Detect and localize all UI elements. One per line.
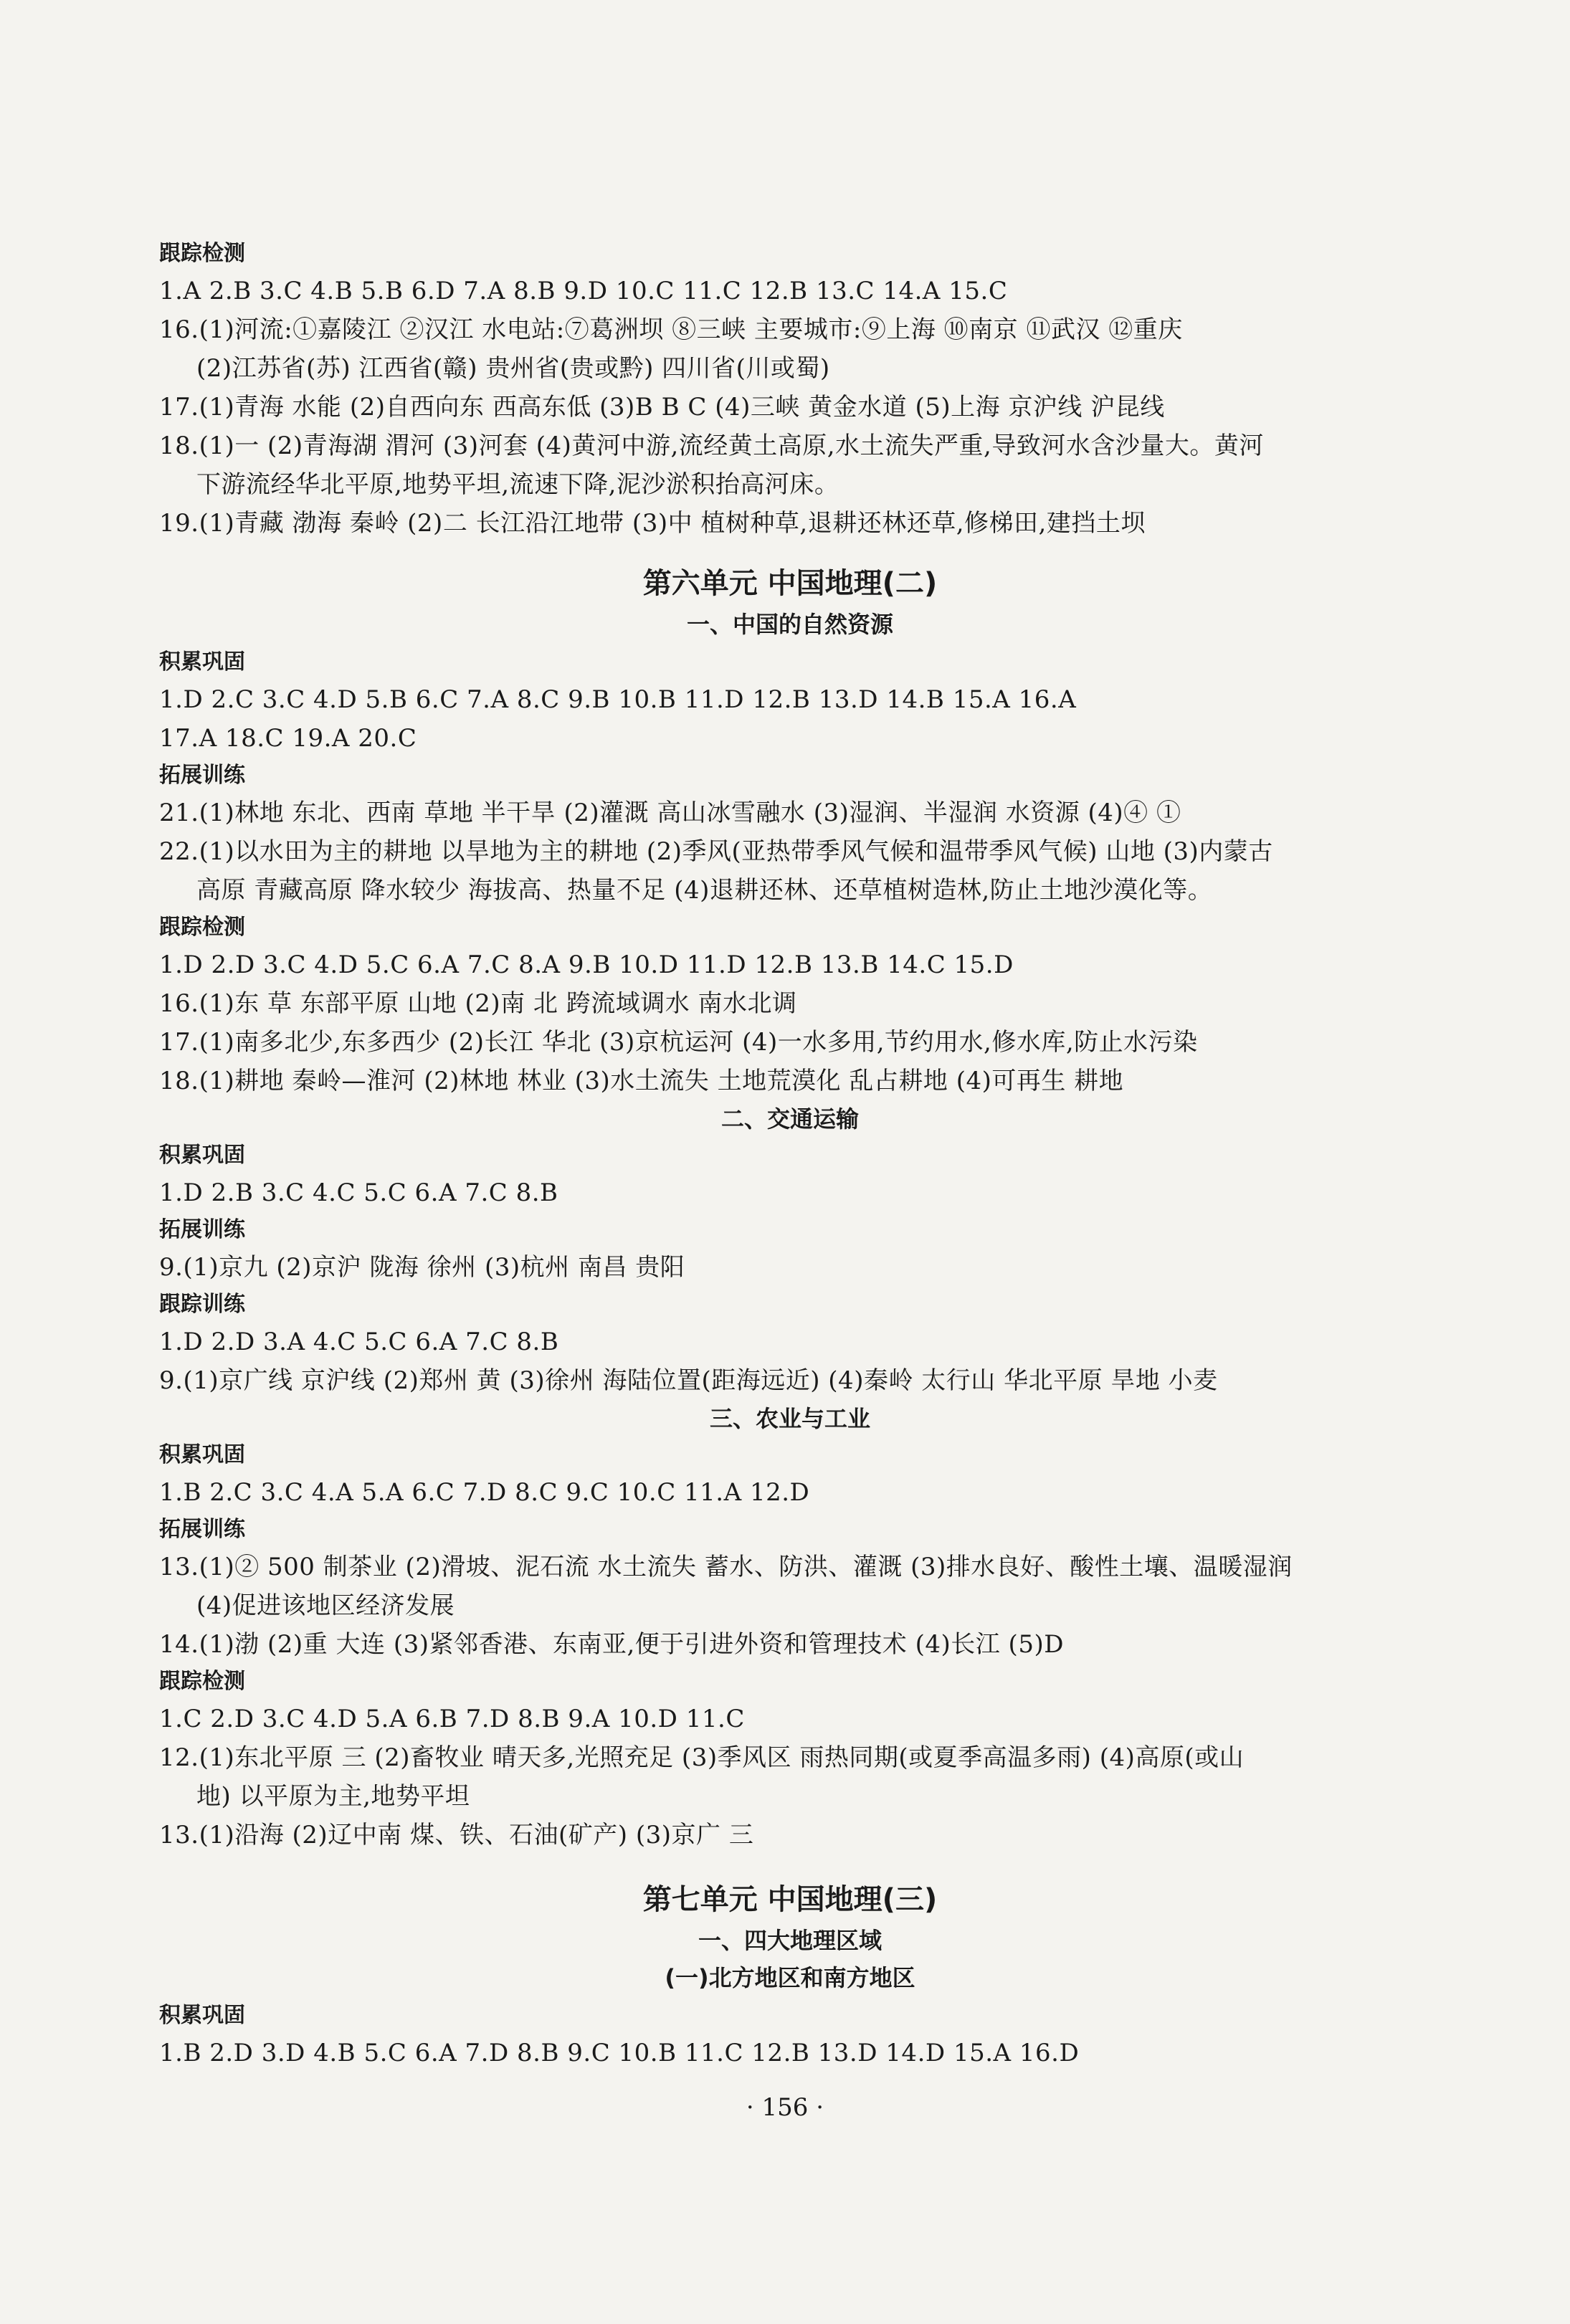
answer-line: 9.(1)京广线 京沪线 (2)郑州 黄 (3)徐州 海陆位置(距海远近) (4)秦岭 太行山 华北平原 旱地 小麦 (159, 1366, 1218, 1395)
section-heading: 积累巩固 (159, 1442, 245, 1467)
answer-line: 21.(1)林地 东北、西南 草地 半干旱 (2)灌溉 高山冰雪融水 (3)湿润、半湿润 水资源 (4)④ ① (159, 799, 1181, 827)
answer-line: 1.D 2.D 3.C 4.D 5.C 6.A 7.C 8.A 9.B 10.D 11.D 12.B 13.B 14.C 15.D (159, 951, 1014, 979)
unit-title: 第六单元 中国地理(二) (642, 567, 938, 600)
answer-line: 13.(1)② 500 制茶业 (2)滑坡、泥石流 水土流失 蓄水、防洪、灌溉 (3)排水良好、酸性土壤、温暖湿润 (159, 1553, 1293, 1581)
section-title: 一、中国的自然资源 (686, 611, 893, 638)
answer-line: 16.(1)东 草 东部平原 山地 (2)南 北 跨流域调水 南水北调 (159, 989, 797, 1018)
section-title: 二、交通运输 (720, 1105, 859, 1133)
answer-line: 18.(1)一 (2)青海湖 渭河 (3)河套 (4)黄河中游,流经黄土高原,水土流失严重,导致河水含沙量大。黄河 (159, 432, 1264, 460)
page-number: · 156 · (746, 2093, 824, 2122)
unit-title: 第七单元 中国地理(三) (642, 1883, 938, 1916)
answer-line: 12.(1)东北平原 三 (2)畜牧业 晴天多,光照充足 (3)季风区 雨热同期(或夏季高温多雨) (4)高原(或山 (159, 1743, 1245, 1772)
answer-line: 13.(1)沿海 (2)辽中南 煤、铁、石油(矿产) (3)京广 三 (159, 1821, 754, 1849)
answer-line: 1.B 2.C 3.C 4.A 5.A 6.C 7.D 8.C 9.C 10.C 11.A 12.D (159, 1478, 810, 1507)
answer-line: 19.(1)青藏 渤海 秦岭 (2)二 长江沿江地带 (3)中 植树种草,退耕还林还草,修梯田,建挡土坝 (159, 509, 1146, 538)
answer-line: 1.D 2.D 3.A 4.C 5.C 6.A 7.C 8.B (159, 1328, 559, 1356)
section-heading: 积累巩固 (159, 649, 245, 675)
answer-line: (2)江苏省(苏) 江西省(赣) 贵州省(贵或黔) 四川省(川或蜀) (196, 354, 830, 383)
section-heading: 跟踪检测 (159, 915, 245, 940)
section-heading: 拓展训练 (159, 1217, 245, 1242)
answer-line: 1.B 2.D 3.D 4.B 5.C 6.A 7.D 8.B 9.C 10.B 11.C 12.B 13.D 14.D 15.A 16.D (159, 2039, 1080, 2067)
section-heading: 跟踪检测 (159, 241, 245, 266)
answer-line: 14.(1)渤 (2)重 大连 (3)紧邻香港、东南亚,便于引进外资和管理技术 (4)长江 (5)D (159, 1630, 1064, 1659)
answer-line: 1.D 2.C 3.C 4.D 5.B 6.C 7.A 8.C 9.B 10.B 11.D 12.B 13.D 14.B 15.A 16.A (159, 685, 1077, 714)
answer-line: 1.C 2.D 3.C 4.D 5.A 6.B 7.D 8.B 9.A 10.D 11.C (159, 1705, 745, 1733)
answer-line: 22.(1)以水田为主的耕地 以旱地为主的耕地 (2)季风(亚热带季风气候和温带季风气候) 山地 (3)内蒙古 (159, 837, 1273, 866)
section-heading: 跟踪检测 (159, 1669, 245, 1694)
answer-line: 16.(1)河流:①嘉陵江 ②汉江 水电站:⑦葛洲坝 ⑧三峡 主要城市:⑨上海 ⑩南京 ⑪武汉 ⑫重庆 (159, 315, 1183, 344)
answer-line: (4)促进该地区经济发展 (196, 1591, 455, 1620)
answer-line: 18.(1)耕地 秦岭—淮河 (2)林地 林业 (3)水土流失 土地荒漠化 乱占耕地 (4)可再生 耕地 (159, 1067, 1124, 1095)
section-heading: 跟踪训练 (159, 1292, 245, 1317)
section-title: 三、农业与工业 (709, 1405, 870, 1432)
answer-line: 下游流经华北平原,地势平坦,流速下降,泥沙淤积抬高河床。 (196, 470, 839, 499)
section-title: 一、四大地理区域 (698, 1927, 882, 1954)
answer-line: 9.(1)京九 (2)京沪 陇海 徐州 (3)杭州 南昌 贵阳 (159, 1253, 685, 1282)
section-heading: 积累巩固 (159, 1143, 245, 1168)
section-heading: 拓展训练 (159, 1517, 245, 1542)
section-heading: 拓展训练 (159, 763, 245, 788)
answer-line: 1.D 2.B 3.C 4.C 5.C 6.A 7.C 8.B (159, 1178, 558, 1207)
answer-line: 17.(1)南多北少,东多西少 (2)长江 华北 (3)京杭运河 (4)一水多用,节约用水,修水库,防止水污染 (159, 1028, 1198, 1057)
subsection-title: (一)北方地区和南方地区 (665, 1964, 915, 1991)
answer-line: 高原 青藏高原 降水较少 海拔高、热量不足 (4)退耕还林、还草植树造林,防止土地沙漠化等。 (196, 876, 1213, 905)
answer-line: 1.A 2.B 3.C 4.B 5.B 6.D 7.A 8.B 9.D 10.C 11.C 12.B 13.C 14.A 15.C (159, 277, 1008, 305)
answer-line: 17.(1)青海 水能 (2)自西向东 西高东低 (3)B B C (4)三峡 黄金水道 (5)上海 京沪线 沪昆线 (159, 393, 1165, 422)
answer-line: 17.A 18.C 19.A 20.C (159, 724, 417, 753)
section-heading: 积累巩固 (159, 2003, 245, 2028)
answer-line: 地) 以平原为主,地势平坦 (196, 1782, 470, 1811)
